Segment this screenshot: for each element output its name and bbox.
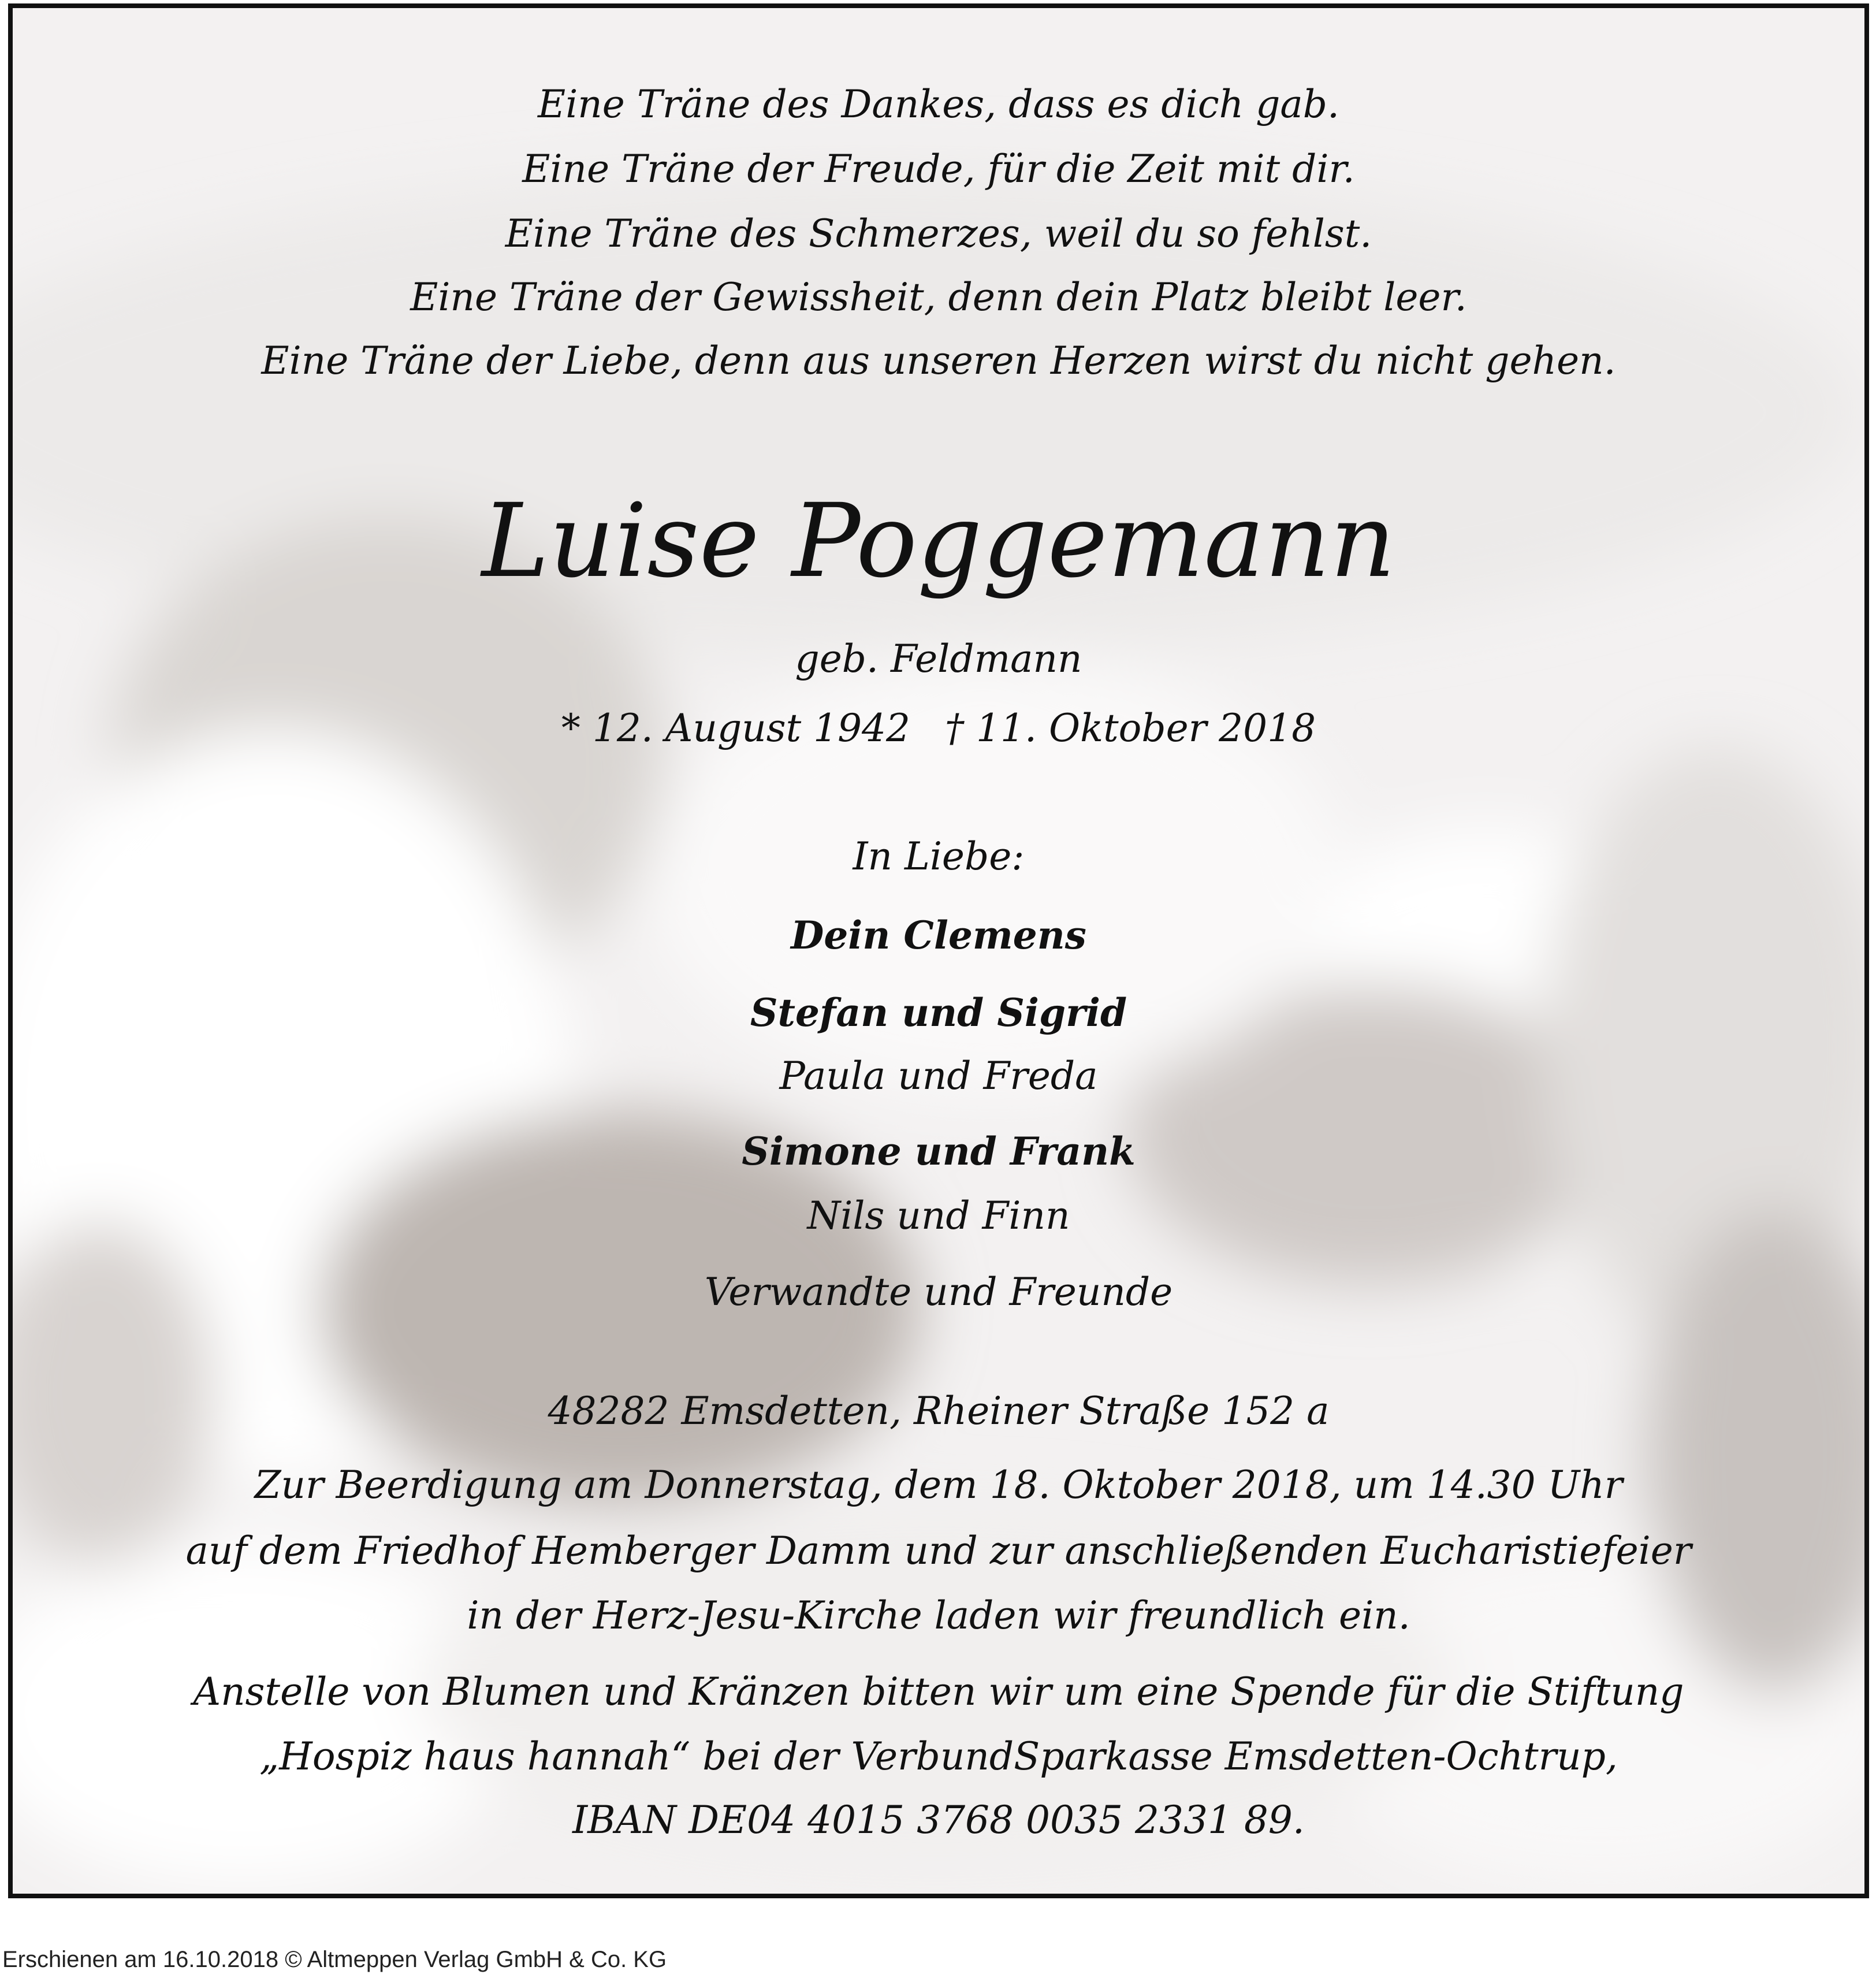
poem-line-3: Eine Träne des Schmerzes, weil du so fehlst. (505, 211, 1372, 256)
funeral-line-2: auf dem Friedhof Hemberger Damm und zur anschließenden Eucharistiefeier (185, 1529, 1692, 1573)
mourner-spouse: Dein Clemens (791, 913, 1086, 958)
mourners-intro: In Liebe: (853, 834, 1025, 879)
poem-line-1: Eine Träne des Dankes, dass es dich gab. (538, 82, 1339, 127)
donation-line-1: Anstelle von Blumen und Kränzen bitten wir um eine Spende für die Stiftung (193, 1670, 1684, 1714)
life-dates (13, 706, 1864, 750)
address: 48282 Emsdetten, Rheiner Straße 152 a (548, 1389, 1330, 1433)
obituary-frame (8, 3, 1869, 1898)
mourner-family-1-children: Paula und Freda (779, 1054, 1098, 1098)
deceased-name: Luise Poggemann (481, 482, 1396, 600)
donation-line-2: „Hospiz haus hannah“ bei der VerbundSparkasse Emsdetten-Ochtrup, (259, 1734, 1618, 1779)
mourner-family-2: Simone und Frank (742, 1129, 1136, 1174)
poem-line-5: Eine Träne der Liebe, denn aus unseren Herzen wirst du nicht gehen. (261, 339, 1616, 383)
donation-iban: IBAN DE04 4015 3768 0035 2331 89. (572, 1798, 1305, 1842)
maiden-name: geb. Feldmann (795, 637, 1082, 681)
mourner-family-1: Stefan und Sigrid (750, 990, 1127, 1035)
death-date: † 11. Oktober 2018 (945, 706, 1316, 750)
mourner-others: Verwandte und Freunde (704, 1270, 1173, 1314)
poem-line-4: Eine Träne der Gewissheit, denn dein Platz bleibt leer. (410, 275, 1467, 319)
funeral-line-3: in der Herz-Jesu-Kirche laden wir freundlich ein. (467, 1593, 1410, 1638)
funeral-line-1: Zur Beerdigung am Donnerstag, dem 18. Oktober 2018, um 14.30 Uhr (254, 1463, 1623, 1507)
publication-footer: Erschienen am 16.10.2018 © Altmeppen Verlag GmbH & Co. KG (2, 1947, 667, 1972)
mourner-family-2-children: Nils und Finn (807, 1194, 1070, 1238)
birth-date: * 12. August 1942 (561, 706, 911, 750)
poem-line-2: Eine Träne der Freude, für die Zeit mit dir. (522, 147, 1355, 191)
